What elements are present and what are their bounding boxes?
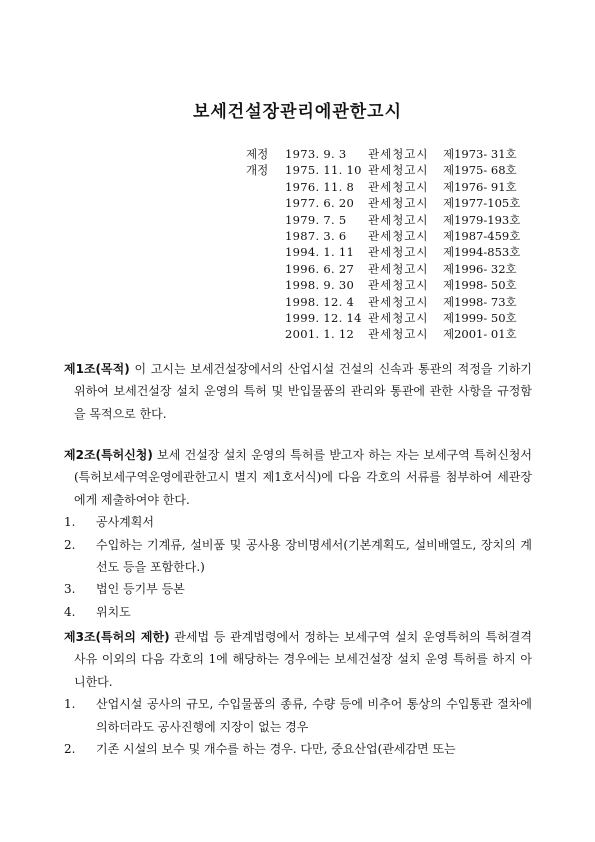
history-row — [0, 310, 595, 326]
document-title: 보세건설장관리에관한고시 — [192, 102, 403, 122]
history-row — [0, 294, 595, 310]
history-date: 1998. 9. 30 — [285, 278, 355, 293]
history-date: 2001. 1. 12 — [285, 327, 355, 342]
history-date: 1999. 12. 14 — [285, 310, 362, 325]
history-number: 제1999- 50호 — [443, 310, 517, 325]
history-date: 1994. 1. 11 — [285, 245, 355, 260]
history-row — [0, 195, 595, 211]
history-row — [0, 228, 595, 244]
item-number: 2. — [64, 537, 76, 552]
article-1-body — [64, 358, 532, 425]
item-text: 수입하는 기계류, 설비품 및 공사용 장비명세서(기본계획도, 설비배열도, 장치의 계선도 등을 포함한다.) — [96, 537, 532, 575]
article-2-text: 보세 건설장 설치 운영의 특허를 받고자 하는 자는 보세구역 특허신청서(특허보세구역운영에관한고시 별지 제1호서식)에 다음 각호의 서류를 첨부하여 세관장에게 제출하여야 한다. — [74, 448, 532, 507]
item-number: 2. — [64, 742, 76, 757]
history-label: 제정 — [246, 147, 269, 161]
article-2-body — [64, 444, 532, 511]
item-text: 산업시설 공사의 규모, 수입물품의 종류, 수량 등에 비추어 통상의 수입통관 절차에 의하더라도 공사진행에 지장이 없는 경우 — [96, 697, 532, 734]
history-number: 제1973- 31호 — [443, 147, 517, 161]
history-issuer: 관세청고시 — [368, 294, 429, 309]
item-number: 1. — [64, 515, 76, 530]
history-date: 1996. 6. 27 — [285, 261, 355, 276]
history-number: 제1976- 91호 — [443, 179, 517, 194]
item-number: 4. — [64, 604, 76, 619]
list-item — [64, 693, 532, 738]
history-number: 제1987-459호 — [443, 228, 521, 243]
history-number: 제1996- 32호 — [443, 261, 517, 276]
history-issuer: 관세청고시 — [368, 327, 429, 342]
history-row — [0, 146, 595, 162]
amendment-history — [0, 146, 595, 343]
history-row — [0, 326, 595, 342]
item-number: 3. — [64, 582, 76, 597]
article-3-text: 관세법 등 관계법령에서 정하는 보세구역 설치 운영특허의 특허결격 사유 이외의 다음 각호의 1에 해당하는 경우에는 보세건설장 설치 운영 특허를 하지 아니한다. — [74, 630, 532, 689]
history-row — [0, 162, 595, 178]
list-item — [64, 601, 532, 623]
history-number: 제1977-105호 — [443, 196, 521, 211]
article-1-text: 이 고시는 보세건설장에서의 산업시설 건설의 신속과 통관의 적정을 기하기 위하여 보세건설장 설치 운영의 특허 및 반입물품의 관리와 통관에 관한 사항을 규정함을 목적으로 한다. — [74, 362, 532, 421]
history-row — [0, 277, 595, 293]
article-2 — [64, 444, 532, 623]
history-date: 1979. 7. 5 — [285, 212, 347, 227]
article-2-items — [64, 511, 532, 623]
article-3 — [64, 626, 532, 760]
article-3-body — [64, 626, 532, 693]
history-number: 제1979-193호 — [443, 212, 521, 227]
history-row — [0, 212, 595, 228]
history-issuer: 관세청고시 — [368, 163, 429, 178]
history-date: 1975. 11. 10 — [285, 163, 362, 178]
list-item — [64, 511, 532, 533]
list-item — [64, 578, 532, 600]
history-label: 개정 — [246, 163, 269, 178]
history-issuer: 관세청고시 — [368, 147, 429, 161]
item-number: 1. — [64, 697, 76, 712]
history-issuer: 관세청고시 — [368, 212, 429, 227]
item-text: 위치도 — [96, 604, 131, 619]
history-date: 1976. 11. 8 — [285, 179, 355, 194]
history-issuer: 관세청고시 — [368, 179, 429, 194]
history-number: 제1998- 73호 — [443, 294, 517, 309]
history-number: 제1998- 50호 — [443, 278, 517, 293]
history-issuer: 관세청고시 — [368, 196, 429, 211]
history-date: 1973. 9. 3 — [285, 147, 347, 161]
article-1 — [64, 358, 532, 425]
history-issuer: 관세청고시 — [368, 228, 429, 243]
list-item — [64, 738, 532, 760]
history-row — [0, 244, 595, 260]
history-number: 제1975- 68호 — [443, 163, 517, 178]
item-text: 법인 등기부 등본 — [96, 582, 185, 597]
item-text: 기존 시설의 보수 및 개수를 하는 경우. 다만, 중요산업(관세감면 또는 — [96, 742, 456, 757]
article-3-items — [64, 693, 532, 760]
history-issuer: 관세청고시 — [368, 261, 429, 276]
history-issuer: 관세청고시 — [368, 278, 429, 293]
history-row — [0, 179, 595, 195]
history-date: 1977. 6. 20 — [285, 196, 355, 211]
history-date: 1998. 12. 4 — [285, 294, 355, 309]
history-issuer: 관세청고시 — [368, 310, 429, 325]
history-number: 제1994-853호 — [443, 245, 521, 260]
list-item — [64, 534, 532, 579]
article-2-heading: 제2조(특허신청) — [64, 448, 153, 462]
history-number: 제2001- 01호 — [443, 327, 517, 342]
article-1-heading: 제1조(목적) — [64, 362, 130, 376]
history-issuer: 관세청고시 — [368, 245, 429, 260]
item-text: 공사계획서 — [96, 515, 154, 530]
history-date: 1987. 3. 6 — [285, 228, 347, 243]
article-3-heading: 제3조(특허의 제한) — [64, 630, 170, 644]
history-row — [0, 261, 595, 277]
